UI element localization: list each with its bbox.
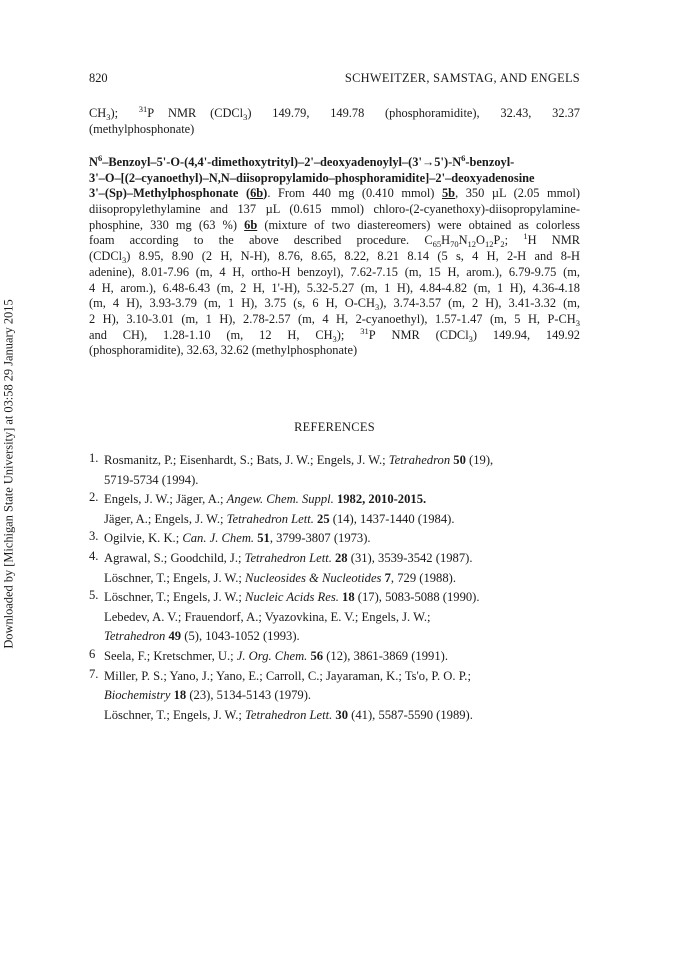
reference-item — [89, 647, 580, 667]
reference-line — [104, 686, 580, 706]
reference-text: (12), 3861-3869 (1991). — [323, 648, 448, 663]
journal-name: Tetrahedron — [388, 453, 451, 467]
reference-text: (17), 5083-5088 (1990). — [354, 590, 480, 605]
reference-text: Agrawal, S.; Goodchild, J.; — [104, 550, 245, 565]
reference-line — [104, 510, 580, 530]
reference-item — [89, 490, 580, 529]
reference-line — [104, 569, 580, 589]
reference-text: Ogilvie, K. K.; — [104, 531, 183, 546]
body-line-7: 4 H, arom.), 6.48-6.43 (m, 2 H, 1'-H), 5.32-5.27 (m, 1 H), 4.84-4.82 (m, 1 H), 4.36-4.18 — [89, 280, 580, 295]
reference-item — [89, 529, 580, 549]
reference-text: Löschner, T.; Engels, J. W.; — [104, 590, 246, 605]
journal-name: Tetrahedron Lett. — [226, 511, 314, 526]
body-line-3: phosphine, 330 mg (63 %) 6b (mixture of two diastereomers) were obtained as colorless — [89, 217, 580, 232]
journal-name: Angew. Chem. Suppl. — [226, 492, 334, 507]
journal-name: J. Org. Chem. — [236, 648, 308, 663]
reference-text: (5), 1043-1052 (1993). — [181, 629, 300, 644]
reference-number: 4. — [89, 548, 99, 563]
download-watermark-text: Downloaded by [Michigan State University] at 03:58 29 January 2015 — [1, 299, 16, 649]
reference-number: 2. — [89, 490, 99, 505]
download-watermark — [0, 299, 18, 649]
reference-line — [104, 706, 580, 726]
body-line-2: diisopropylethylamine and 137 µL (0.615 mmol) chloro-(2-cyanethoxy)-diisopropylamine- — [89, 202, 580, 217]
volume-number: 1982, 2010-2015. — [333, 492, 427, 507]
reference-text: Lebedev, A. V.; Frauendorf, A.; Vyazovkina, E. V.; Engels, J. W.; — [104, 609, 431, 624]
compound-title-line-1: $N^6-Benzoyl-5'-O-(4,4'-dimethoxytrityl)-2'-deoxyadenoylyl-(3'\to 5')-N^6-benzoyl-$ — [89, 153, 515, 169]
reference-item — [89, 588, 580, 647]
volume-number: 28 — [331, 550, 348, 565]
volume-number: 30 — [332, 707, 349, 722]
reference-text: Seela, F.; Kretschmer, U.; — [104, 648, 237, 663]
body-line-4: foam according to the above described procedure. $C_{65}H_{70}N_{12}O_{12}P_2$; $^1$H NMR — [89, 231, 580, 250]
reference-line — [104, 549, 580, 569]
journal-name: Nucleic Acids Res. — [245, 590, 339, 605]
reference-line — [104, 608, 580, 628]
reference-number: 6 — [89, 646, 96, 661]
reference-number: 5. — [89, 588, 99, 603]
reference-line — [104, 471, 580, 491]
compound-title-line-2: 3'–O–[(2–cyanoethyl)–N,N–diisopropylamido–phosphoramidite]–2'–deoxyadenosine — [89, 170, 535, 185]
reference-text: Jäger, A.; Engels, J. W.; — [104, 511, 227, 526]
reference-text: Löschner, T.; Engels, J. W.; — [104, 707, 246, 722]
volume-number: 50 — [450, 453, 466, 467]
reference-line — [104, 627, 580, 647]
reference-line — [104, 490, 580, 510]
volume-number: 56 — [307, 648, 324, 663]
references-heading: REFERENCES — [294, 420, 375, 434]
reference-text: , 729 (1988). — [390, 570, 456, 585]
reference-text: Engels, J. W.; Jäger, A.; — [104, 492, 227, 507]
reference-item — [89, 549, 580, 588]
reference-item — [89, 667, 580, 726]
volume-number: 51 — [254, 531, 270, 546]
journal-name: Nucleosides & Nucleotides — [245, 570, 382, 585]
reference-text: Rosmanitz, P.; Eisenhardt, S.; Bats, J. W.; Engels, J. W.; — [104, 453, 389, 467]
reactant-ref: 5b — [441, 186, 456, 201]
reference-text: , 3799-3807 (1973). — [269, 531, 371, 546]
reference-text: 5719-5734 (1994). — [104, 472, 199, 487]
reference-text: (23), 5134-5143 (1979). — [186, 688, 312, 703]
journal-name: Tetrahedron Lett. — [244, 550, 332, 565]
reference-text: Miller, P. S.; Yano, J.; Yano, E.; Carroll, C.; Jayaraman, K.; Ts'o, P. O. P.; — [104, 668, 471, 683]
journal-name: Can. J. Chem. — [182, 531, 255, 546]
body-line-9: 2 H), 3.10-3.01 (m, 1 H), 2.78-2.57 (m, 4 H, 2-cyanoethyl), 1.57-1.47 (m, 5 H, $P-CH_3$ — [89, 311, 580, 328]
compound-6b-paragraph — [89, 155, 580, 359]
reference-line — [104, 529, 580, 549]
compound-line-3: 3'–(Sp)–Methylphosphonate (6b). From 440 mg (0.410 mmol) 5b, 350 µL (2.05 mmol) — [89, 186, 581, 201]
compound-ref: 6b — [250, 186, 264, 201]
reference-text: (31), 3539-3542 (1987). — [347, 550, 473, 565]
reference-number: 3. — [89, 529, 99, 544]
nmr-line-1: $CH_3$); $^{31}$P NMR (CDCl$_3$) 149.79, 149.78 (phosphoramidite), 32.43, 32.37 — [89, 104, 580, 122]
reference-text: (19), — [465, 453, 494, 467]
volume-number: 49 — [165, 629, 182, 644]
journal-name: Tetrahedron Lett. — [245, 707, 333, 722]
product-ref: 6b — [244, 217, 258, 232]
reference-item — [89, 451, 580, 490]
volume-number: 18 — [338, 590, 355, 605]
reference-text: (41), 5587-5590 (1989). — [348, 707, 473, 722]
journal-name: Tetrahedron — [104, 629, 166, 644]
volume-number: 25 — [313, 511, 330, 526]
running-title: SCHWEITZER, SAMSTAG, AND ENGELS — [344, 71, 580, 85]
volume-number: 7 — [381, 570, 391, 585]
reference-text: Löschner, T.; Engels, J. W.; — [104, 570, 246, 585]
nmr-line-2: (methylphosphonate) — [89, 121, 195, 136]
volume-number: 18 — [170, 688, 187, 703]
body-line-11: (phosphoramidite), 32.63, 32.62 (methylphosphonate) — [89, 343, 358, 358]
body-line-10: and CH), 1.28-1.10 (m, 12 H, $CH_3$); $^{31}$P NMR (CDCl$_3$) 149.94, 149.92 — [89, 325, 580, 344]
journal-name: Biochemistry — [104, 688, 171, 703]
reference-line — [104, 451, 580, 471]
page-number: 820 — [89, 71, 108, 85]
body-line-8: (m, 4 H), 3.93-3.79 (m, 1 H), 3.75 (s, 6 H, $O-CH_3$), 3.74-3.57 (m, 2 H), 3.41-3.32 (m, — [89, 296, 580, 313]
body-line-5: (CDCl$_3$) 8.95, 8.90 (2 H, N-H), 8.76, 8.65, 8.22, 8.21 8.14 (5 s, 4 H, 2-H and 8-H — [89, 249, 580, 266]
reference-text: (14), 1437-1440 (1984). — [329, 511, 455, 526]
reference-line — [104, 667, 580, 687]
previous-nmr-paragraph — [89, 106, 580, 137]
reference-number: 7. — [89, 666, 99, 681]
reference-line — [104, 647, 580, 667]
body-line-6: adenine), 8.01-7.96 (m, 4 H, ortho-H benzoyl), 7.62-7.15 (m, 15 H, arom.), 6.79-9.75 (m, — [89, 264, 580, 279]
reference-number: 1. — [89, 451, 99, 465]
page-header — [89, 71, 580, 87]
reference-list — [89, 451, 580, 725]
reference-line — [104, 588, 580, 608]
